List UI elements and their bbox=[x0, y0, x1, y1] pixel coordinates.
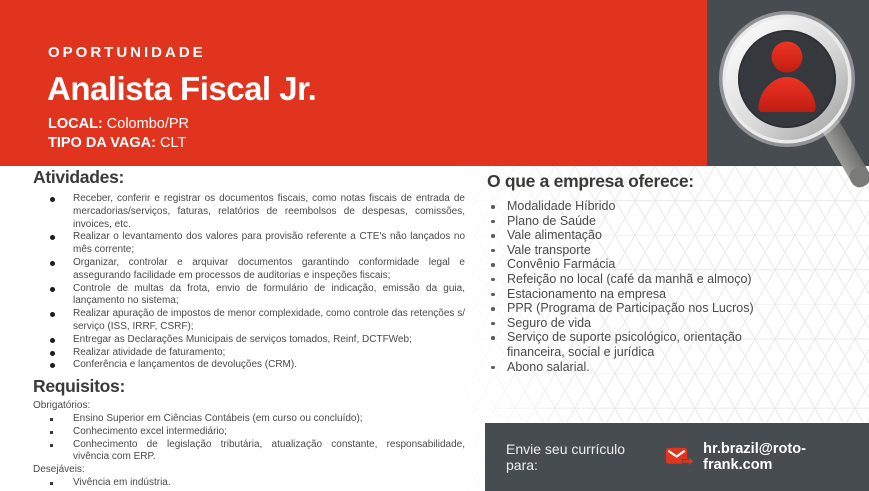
bullet-column bbox=[33, 359, 73, 372]
offer-text: PPR (Programa de Participação nos Lucros) bbox=[507, 301, 754, 316]
desired-list bbox=[33, 477, 465, 490]
offer-text: Estacionamento na empresa bbox=[507, 286, 667, 301]
bullet-column bbox=[33, 308, 73, 334]
list-item bbox=[487, 214, 857, 229]
bullet-column bbox=[33, 347, 73, 360]
bullet-icon bbox=[50, 363, 55, 368]
activities-heading: Atividades: bbox=[33, 167, 125, 187]
activity-text: Receber, conferir e registrar os documentos fiscais, como notas fiscais de entrada de mercadorias/serviços, faturas, relatórios de reembolsos de despesas, comissões, invoices, etc. bbox=[73, 193, 465, 230]
activities-list bbox=[33, 193, 465, 372]
list-item bbox=[33, 257, 465, 283]
bullet-icon bbox=[491, 234, 495, 238]
bullet-icon bbox=[50, 338, 55, 343]
bullet-column bbox=[33, 426, 73, 439]
list-item bbox=[487, 330, 857, 359]
bullet-column bbox=[487, 199, 507, 214]
list-item bbox=[487, 301, 857, 316]
job-title: Analista Fiscal Jr. bbox=[47, 70, 317, 107]
list-item bbox=[33, 308, 465, 334]
job-location bbox=[48, 116, 189, 132]
bullet-column bbox=[33, 257, 73, 283]
bullet-icon bbox=[491, 307, 495, 311]
bullet-icon bbox=[50, 235, 55, 240]
list-item bbox=[33, 359, 465, 372]
activity-text: Entregar as Declarações Municipais de serviços tomados, Reinf, DCTFWeb; bbox=[73, 333, 412, 345]
bullet-column bbox=[487, 360, 507, 375]
bullet-column bbox=[487, 301, 507, 316]
bullet-column bbox=[33, 231, 73, 257]
location-label: LOCAL: bbox=[48, 116, 103, 132]
bullet-column bbox=[487, 330, 507, 359]
bullet-icon bbox=[50, 444, 53, 447]
list-item bbox=[487, 257, 857, 272]
activity-text: Realizar o levantamento dos valores para provisão referente a CTE's não lançados no mês corrente; bbox=[73, 231, 465, 256]
bullet-icon bbox=[491, 366, 495, 370]
requirement-text: Conhecimento de legislação tributária, atualização constante, responsabilidade, vivência com ERP. bbox=[73, 438, 465, 463]
list-item bbox=[487, 287, 857, 302]
bullet-column bbox=[487, 272, 507, 287]
activity-text: Realizar apuração de impostos de menor complexidade, como controle das retenções s/ serviço (ISS, IRRF, CSRF); bbox=[73, 308, 465, 332]
bullet-column bbox=[487, 214, 507, 229]
bullet-icon bbox=[50, 287, 55, 292]
activity-text: Conferência e lançamentos de devoluções (CRM). bbox=[73, 359, 297, 371]
bullet-icon bbox=[491, 263, 495, 267]
bullet-column bbox=[33, 283, 73, 309]
requirement-text: Conhecimento excel intermediário; bbox=[73, 425, 227, 437]
offer-text: Abono salarial. bbox=[507, 359, 590, 374]
bullet-column bbox=[33, 413, 73, 426]
bullet-icon bbox=[491, 278, 495, 282]
offer-text: Vale alimentação bbox=[507, 228, 602, 243]
requirements-heading: Requisitos: bbox=[33, 376, 125, 397]
list-item bbox=[33, 413, 465, 426]
list-item bbox=[33, 231, 465, 257]
list-item bbox=[33, 439, 465, 465]
type-label: TIPO DA VAGA: bbox=[48, 135, 156, 151]
list-item bbox=[487, 199, 857, 214]
offer-text: Refeição no local (café da manhã e almoço) bbox=[507, 271, 752, 286]
list-item bbox=[487, 272, 857, 287]
type-value: CLT bbox=[159, 135, 187, 151]
bullet-column bbox=[33, 193, 73, 231]
bullet-icon bbox=[50, 482, 53, 485]
bullet-column bbox=[487, 228, 507, 243]
mandatory-label: Obrigatórios: bbox=[33, 400, 91, 412]
bullet-icon bbox=[491, 336, 495, 340]
bullet-icon bbox=[50, 197, 55, 202]
offers-heading: O que a empresa oferece: bbox=[487, 171, 694, 191]
bullet-column bbox=[33, 334, 73, 347]
list-item bbox=[33, 347, 465, 360]
offers-list bbox=[487, 199, 857, 374]
offer-text: Convênio Farmácia bbox=[507, 257, 616, 272]
list-item bbox=[33, 426, 465, 439]
list-item bbox=[33, 283, 465, 309]
list-item bbox=[487, 243, 857, 258]
bullet-icon bbox=[491, 293, 495, 297]
activity-text: Organizar, controlar e arquivar documentos garantindo conformidade legal e assegurando facilidade em processos de auditorias e inspeções fiscais; bbox=[73, 256, 465, 281]
opportunity-kicker: OPORTUNIDADE bbox=[48, 44, 206, 61]
offer-text: Plano de Saúde bbox=[507, 213, 596, 228]
offer-text: Seguro de vida bbox=[507, 315, 592, 330]
list-item bbox=[487, 360, 857, 375]
bullet-icon bbox=[491, 205, 495, 209]
list-item bbox=[33, 477, 465, 490]
contact-email[interactable]: hr.brazil@roto-frank.com bbox=[703, 441, 806, 473]
bullet-icon bbox=[50, 431, 53, 434]
desired-label: Desejáveis: bbox=[33, 464, 85, 476]
header-red-banner bbox=[0, 0, 707, 166]
list-item bbox=[487, 316, 857, 331]
right-column bbox=[487, 172, 857, 374]
bullet-icon bbox=[491, 249, 495, 253]
bullet-icon bbox=[50, 351, 55, 356]
offer-text: Serviço de suporte psicológico, orientação financeira, social e jurídica bbox=[507, 330, 742, 359]
offer-text: Modalidade Híbrido bbox=[507, 199, 616, 213]
job-type bbox=[48, 135, 186, 151]
activity-text: Controle de multas da frota, envio de formulário de indicação, emissão da guia, lançamento no sistema; bbox=[73, 282, 465, 307]
mandatory-list bbox=[33, 413, 465, 464]
header-dark-panel bbox=[707, 0, 869, 166]
bullet-column bbox=[33, 439, 73, 465]
send-cv-label: Envie seu currículo para: bbox=[506, 441, 626, 473]
left-column bbox=[33, 168, 465, 490]
list-item bbox=[33, 334, 465, 347]
envelope-send-icon bbox=[665, 445, 695, 470]
bullet-column bbox=[487, 243, 507, 258]
footer-contact-bar bbox=[485, 423, 869, 491]
bullet-column bbox=[33, 477, 73, 490]
bullet-icon bbox=[491, 322, 495, 326]
requirement-text: Vivência em indústria. bbox=[73, 476, 171, 488]
requirement-text: Ensino Superior em Ciências Contábeis (em curso ou concluído); bbox=[73, 412, 363, 424]
bullet-icon bbox=[491, 220, 495, 224]
list-item bbox=[33, 193, 465, 231]
bullet-icon bbox=[50, 418, 53, 421]
location-value: Colombo/PR bbox=[106, 116, 189, 132]
bullet-column bbox=[487, 287, 507, 302]
offer-text: Vale transporte bbox=[507, 242, 591, 257]
list-item bbox=[487, 228, 857, 243]
activity-text: Realizar atividade de faturamento; bbox=[73, 346, 226, 358]
bullet-column bbox=[487, 316, 507, 331]
bullet-icon bbox=[50, 312, 55, 317]
bullet-icon bbox=[50, 261, 55, 266]
bullet-column bbox=[487, 257, 507, 272]
